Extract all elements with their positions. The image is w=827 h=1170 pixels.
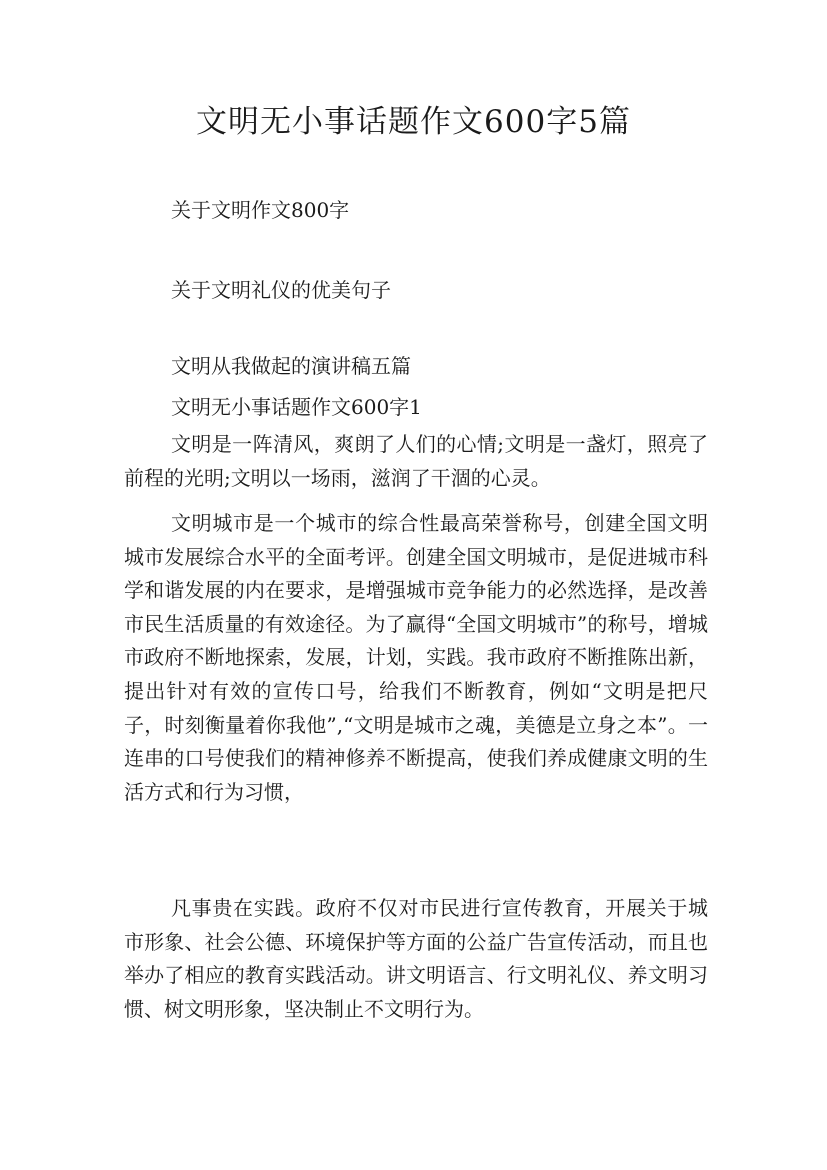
related-link-2[interactable]: 关于文明礼仪的优美句子	[171, 278, 391, 302]
paragraph-2: 文明城市是一个城市的综合性最高荣誉称号，创建全国文明城市发展综合水平的全面考评。创建全国文明城市，是促进城市科学和谐发展的内在要求，是增强城市竞争能力的必然选择，是改善市民生活质量的有效途径。为了赢得“全国文明城市”的称号，增城市政府不断地探索，发展，计划，实践。我市政府不断推陈出新，提出针对有效的宣传口号，给我们不断教育，例如“文明是把尺子，时刻衡量着你我他”,“文明是城市之魂，美德是立身之本”。一连串的口号使我们的精神修养不断提高，使我们养成健康文明的生活方式和行为习惯，	[124, 511, 708, 804]
paragraph-1: 文明是一阵清风，爽朗了人们的心情;文明是一盏灯，照亮了前程的光明;文明以一场雨，滋润了干涸的心灵。	[124, 432, 708, 490]
section-heading: 文明无小事话题作文600字1	[171, 395, 422, 419]
document-title: 文明无小事话题作文600字5篇	[196, 104, 631, 140]
related-link-1[interactable]: 关于文明作文800字	[171, 198, 350, 222]
paragraph-3: 凡事贵在实践。政府不仅对市民进行宣传教育，开展关于城市形象、社会公德、环境保护等方面的公益广告宣传活动，而且也举办了相应的教育实践活动。讲文明语言、行文明礼仪、养文明习惯、树文明形象，坚决制止不文明行为。	[124, 896, 708, 1021]
related-link-3[interactable]: 文明从我做起的演讲稿五篇	[171, 354, 411, 378]
